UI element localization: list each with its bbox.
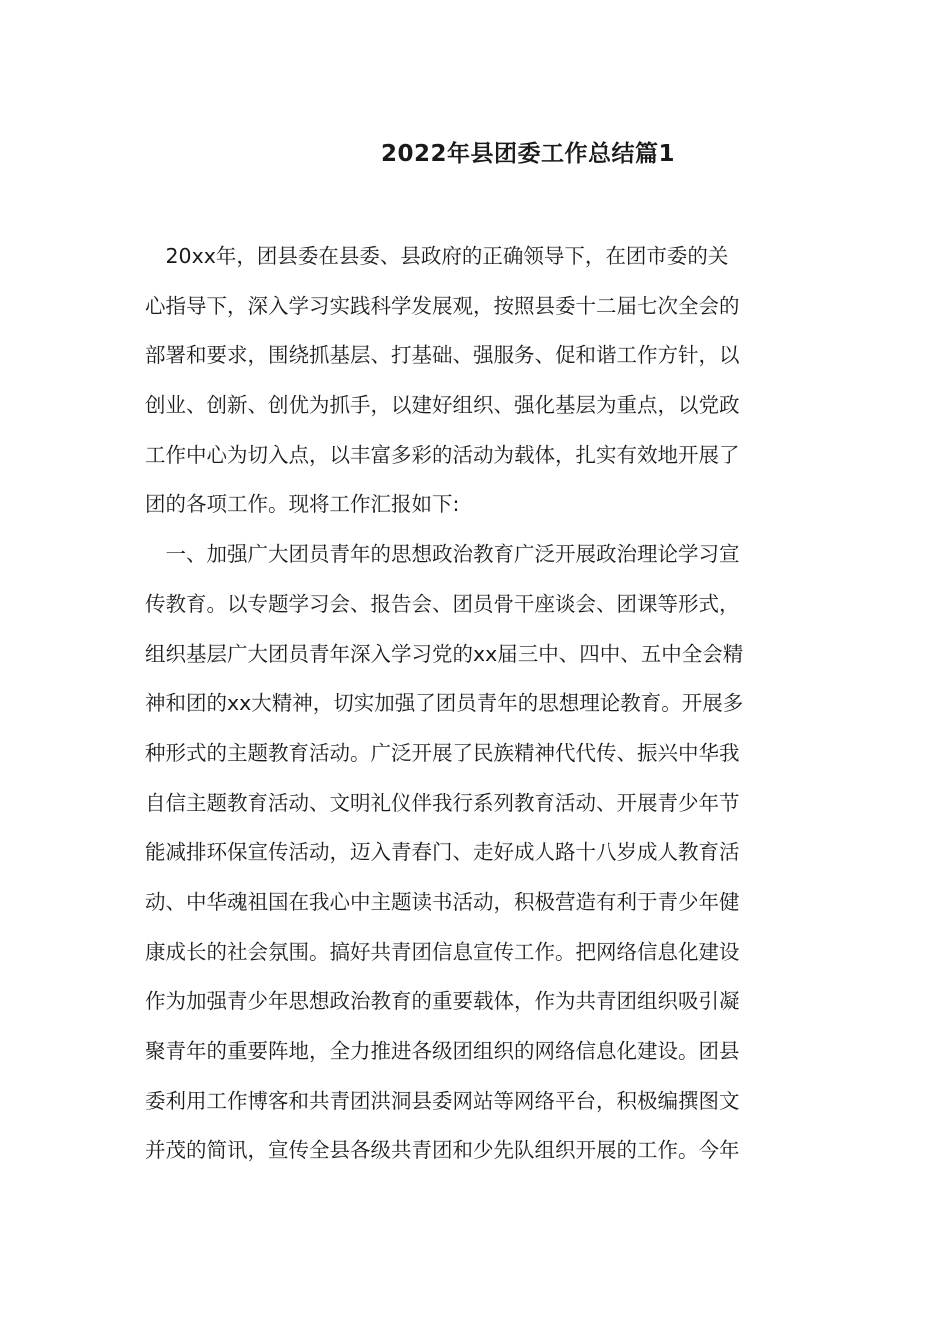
text-line: 并茂的简讯，宣传全县各级共青团和少先队组织开展的工作。今年 — [145, 1138, 740, 1163]
text-line: 聚青年的重要阵地，全力推进各级团组织的网络信息化建设。团县 — [145, 1039, 740, 1063]
text-line: 一、加强广大团员青年的思想政治教育广泛开展政治理论学习宣 — [145, 542, 740, 567]
document-title: 2022年县团委工作总结篇1 — [380, 141, 676, 167]
text-line: 20xx年，团县委在县委、县政府的正确领导下，在团市委的关 — [145, 244, 729, 268]
text-line: 动、中华魂祖国在我心中主题读书活动，积极营造有利于青少年健 — [145, 889, 740, 914]
text-line: 能减排环保宣传活动，迈入青春门、走好成人路十八岁成人教育活 — [145, 840, 740, 865]
text-line: 团的各项工作。现将工作汇报如下: — [145, 492, 460, 517]
text-line: 作为加强青少年思想政治教育的重要载体，作为共青团组织吸引凝 — [145, 989, 740, 1014]
text-line: 传教育。以专题学习会、报告会、团员骨干座谈会、团课等形式， — [145, 591, 740, 616]
text-line: 自信主题教育活动、文明礼仪伴我行系列教育活动、开展青少年节 — [145, 790, 740, 815]
text-line: 心指导下，深入学习实践科学发展观，按照县委十二届七次全会的 — [145, 293, 740, 318]
text-line: 委利用工作博客和共青团洪洞县委网站等网络平台，积极编撰图文 — [145, 1088, 740, 1113]
text-line: 部署和要求，围绕抓基层、打基础、强服务、促和谐工作方针，以 — [145, 343, 740, 368]
text-line: 康成长的社会氛围。搞好共青团信息宣传工作。把网络信息化建设 — [145, 939, 740, 964]
document-body — [145, 232, 810, 1176]
text-line: 组织基层广大团员青年深入学习党的xx届三中、四中、五中全会精 — [145, 641, 744, 666]
text-line: 创业、创新、创优为抓手，以建好组织、强化基层为重点，以党政 — [145, 393, 740, 418]
text-line: 神和团的xx大精神，切实加强了团员青年的思想理论教育。开展多 — [145, 691, 744, 716]
text-line: 种形式的主题教育活动。广泛开展了民族精神代代传、振兴中华我 — [145, 740, 740, 765]
text-line: 工作中心为切入点，以丰富多彩的活动为载体，扎实有效地开展了 — [145, 442, 740, 467]
